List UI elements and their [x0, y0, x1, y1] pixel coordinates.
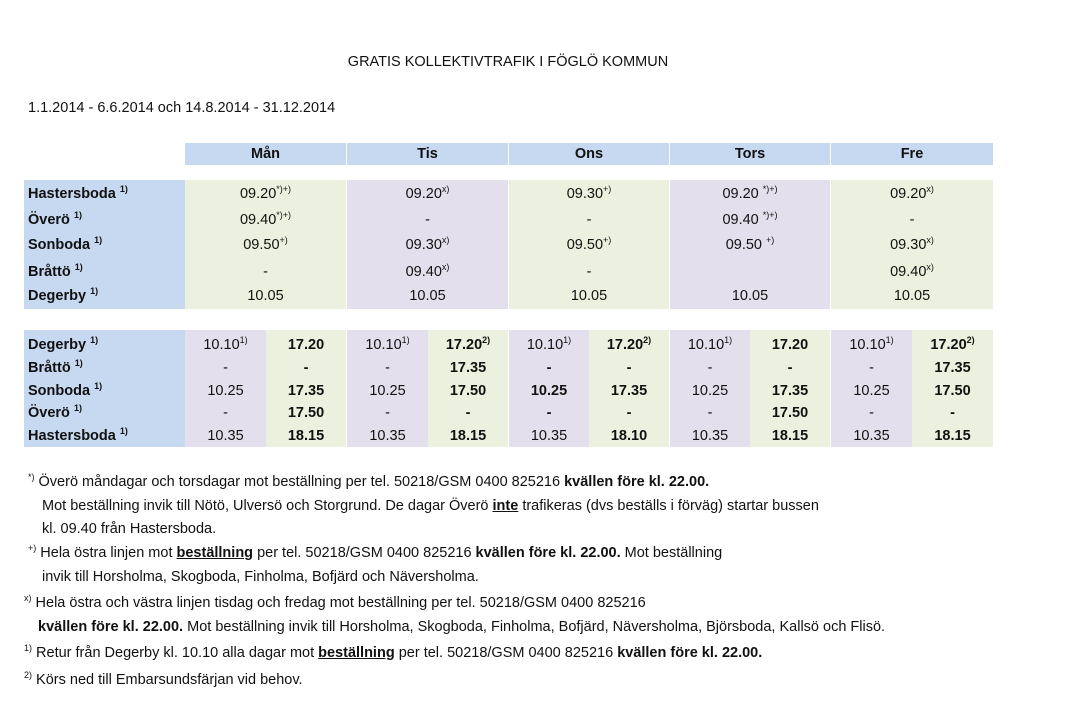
departure-time: 09.50+) — [243, 235, 288, 253]
departure-time: 09.20*)+) — [239, 184, 292, 202]
stop-label: Överö $^{1)}$ — [28, 403, 82, 421]
return-time-afternoon: 17.35 — [287, 383, 325, 399]
return-time-afternoon: 17.20 — [287, 337, 325, 353]
return-time-afternoon: - — [465, 405, 471, 421]
return-time-afternoon: - — [950, 405, 955, 421]
return-time-morning: 10.10$^{1)}$ — [526, 335, 572, 353]
return-time-morning: 10.25 — [369, 383, 406, 399]
day-header: Tis — [347, 143, 508, 165]
return-time-morning: 10.35 — [853, 428, 890, 444]
return-time-afternoon: 18.15 — [287, 428, 325, 444]
return-time-afternoon: 17.20$^{2)}$ — [930, 335, 975, 353]
departure-time: - — [263, 264, 268, 280]
return-time-afternoon: 17.20$^{2)}$ — [606, 335, 652, 353]
departure-time: 10.05 — [409, 288, 446, 304]
footnote-ostra: +) Hela östra linjen mot beställning per tel. 50218/GSM 0400 825216 kvällen före kl. 22.00. Mot beställning — [28, 543, 723, 561]
return-time-morning: 10.25 — [530, 383, 568, 399]
departure-time: 09.30$^{x)}$ — [405, 235, 450, 253]
departure-time — [670, 260, 830, 284]
return-time-morning: 10.25 — [691, 383, 729, 399]
footnote-embarsund: $^{2)}$ Körs ned till Embarsundsfärjan vid behov. — [24, 670, 303, 688]
departure-time: 10.05 — [893, 288, 931, 304]
departure-time: 09.40*)+) — [239, 210, 292, 228]
departure-time: 09.20$^{x)}$ — [405, 184, 450, 202]
departure-time: - — [425, 212, 430, 228]
return-time-afternoon: 17.50 — [771, 405, 809, 421]
return-time-afternoon: 17.50 — [449, 383, 487, 399]
return-time-morning: 10.10$^{1)}$ — [687, 335, 733, 353]
return-time-morning: 10.25 — [853, 383, 890, 399]
return-time-morning: - — [869, 360, 874, 376]
departure-time: 09.40$^{x)}$ — [405, 262, 450, 280]
return-time-afternoon: 17.35 — [934, 360, 971, 376]
return-time-afternoon: - — [626, 405, 632, 421]
return-time-morning: 10.10$^{1)}$ — [365, 335, 410, 353]
day-header: Ons — [509, 143, 669, 165]
stop-label: Sonboda $^{1)}$ — [28, 235, 103, 253]
return-time-morning: 10.25 — [207, 383, 244, 399]
departure-time: 09.20 *)+) — [722, 184, 778, 202]
return-time-morning: - — [707, 360, 713, 376]
day-header: Tors — [670, 143, 830, 165]
return-time-morning: - — [223, 360, 228, 376]
return-time-morning: - — [223, 405, 228, 421]
departure-time: - — [586, 264, 592, 280]
return-time-morning: - — [546, 405, 552, 421]
page-title: GRATIS KOLLEKTIVTRAFIK I FÖGLÖ KOMMUN — [347, 54, 669, 70]
return-time-morning: - — [707, 405, 713, 421]
departure-time: 09.50 +) — [725, 235, 775, 253]
footnote-retur: $^{1)}$ Retur från Degerby kl. 10.10 alla dagar mot beställning per tel. 50218/GSM 0400 825216 kvällen före kl. 22.00. — [24, 643, 763, 661]
return-time-morning: - — [546, 360, 552, 376]
stop-label: Degerby $^{1)}$ — [28, 335, 99, 353]
departure-time: - — [586, 212, 592, 228]
return-time-morning: 10.35 — [691, 428, 729, 444]
day-header: Mån — [185, 143, 346, 165]
return-time-morning: 10.10$^{1)}$ — [849, 335, 894, 353]
return-time-afternoon: 17.35 — [610, 383, 648, 399]
return-time-afternoon: - — [303, 360, 309, 376]
return-time-afternoon: 17.35 — [449, 360, 487, 376]
departure-time: 09.50+) — [566, 235, 612, 253]
footnote-overo: *) Överö måndagar och torsdagar mot beställning per tel. 50218/GSM 0400 825216 kvällen före kl. 22.00. — [28, 472, 710, 490]
departure-time: - — [909, 212, 915, 228]
stop-label: Överö $^{1)}$ — [28, 210, 82, 228]
footnote-ostra-vastra: $^{x)}$ Hela östra och västra linjen tisdag och fredag mot beställning per tel. 50218/GSM 0400 825216 — [24, 593, 646, 611]
return-time-afternoon: - — [626, 360, 632, 376]
stop-label: Bråttö $^{1)}$ — [28, 358, 83, 376]
departure-time: 09.30$^{x)}$ — [890, 235, 934, 253]
return-time-afternoon: 18.15 — [934, 428, 971, 444]
date-range: 1.1.2014 - 6.6.2014 och 14.8.2014 - 31.12.2014 — [28, 100, 336, 116]
return-time-afternoon: 17.20$^{2)}$ — [445, 335, 491, 353]
departure-time: 10.05 — [570, 288, 608, 304]
return-time-afternoon: 18.15 — [449, 428, 487, 444]
return-time-afternoon: - — [787, 360, 793, 376]
stop-label: Bråttö $^{1)}$ — [28, 262, 83, 280]
stop-label: Hastersboda $^{1)}$ — [28, 184, 128, 202]
return-time-morning: - — [385, 405, 390, 421]
departure-time: 10.05 — [247, 288, 284, 304]
departure-time: 09.30+) — [566, 184, 612, 202]
return-time-morning: 10.35 — [530, 428, 568, 444]
return-time-morning: 10.35 — [207, 428, 244, 444]
stop-label: Degerby $^{1)}$ — [28, 286, 99, 304]
stop-label: Sonboda $^{1)}$ — [28, 381, 103, 399]
return-time-morning: - — [385, 360, 390, 376]
day-header: Fre — [831, 143, 993, 165]
return-time-afternoon: 17.50 — [934, 383, 971, 399]
departure-time: 09.20$^{x)}$ — [890, 184, 934, 202]
departure-time: 10.05 — [731, 288, 769, 304]
return-time-morning: 10.10$^{1)}$ — [203, 335, 248, 353]
return-time-morning: - — [869, 405, 874, 421]
return-time-afternoon: 18.10 — [610, 428, 648, 444]
return-time-afternoon: 17.35 — [771, 383, 809, 399]
return-time-afternoon: 17.50 — [287, 405, 325, 421]
return-time-afternoon: 18.15 — [771, 428, 809, 444]
return-time-afternoon: 17.20 — [771, 337, 809, 353]
departure-time: 09.40 *)+) — [722, 210, 778, 228]
departure-time: 09.40$^{x)}$ — [890, 262, 934, 280]
stop-label: Hastersboda $^{1)}$ — [28, 426, 128, 444]
return-time-morning: 10.35 — [369, 428, 406, 444]
